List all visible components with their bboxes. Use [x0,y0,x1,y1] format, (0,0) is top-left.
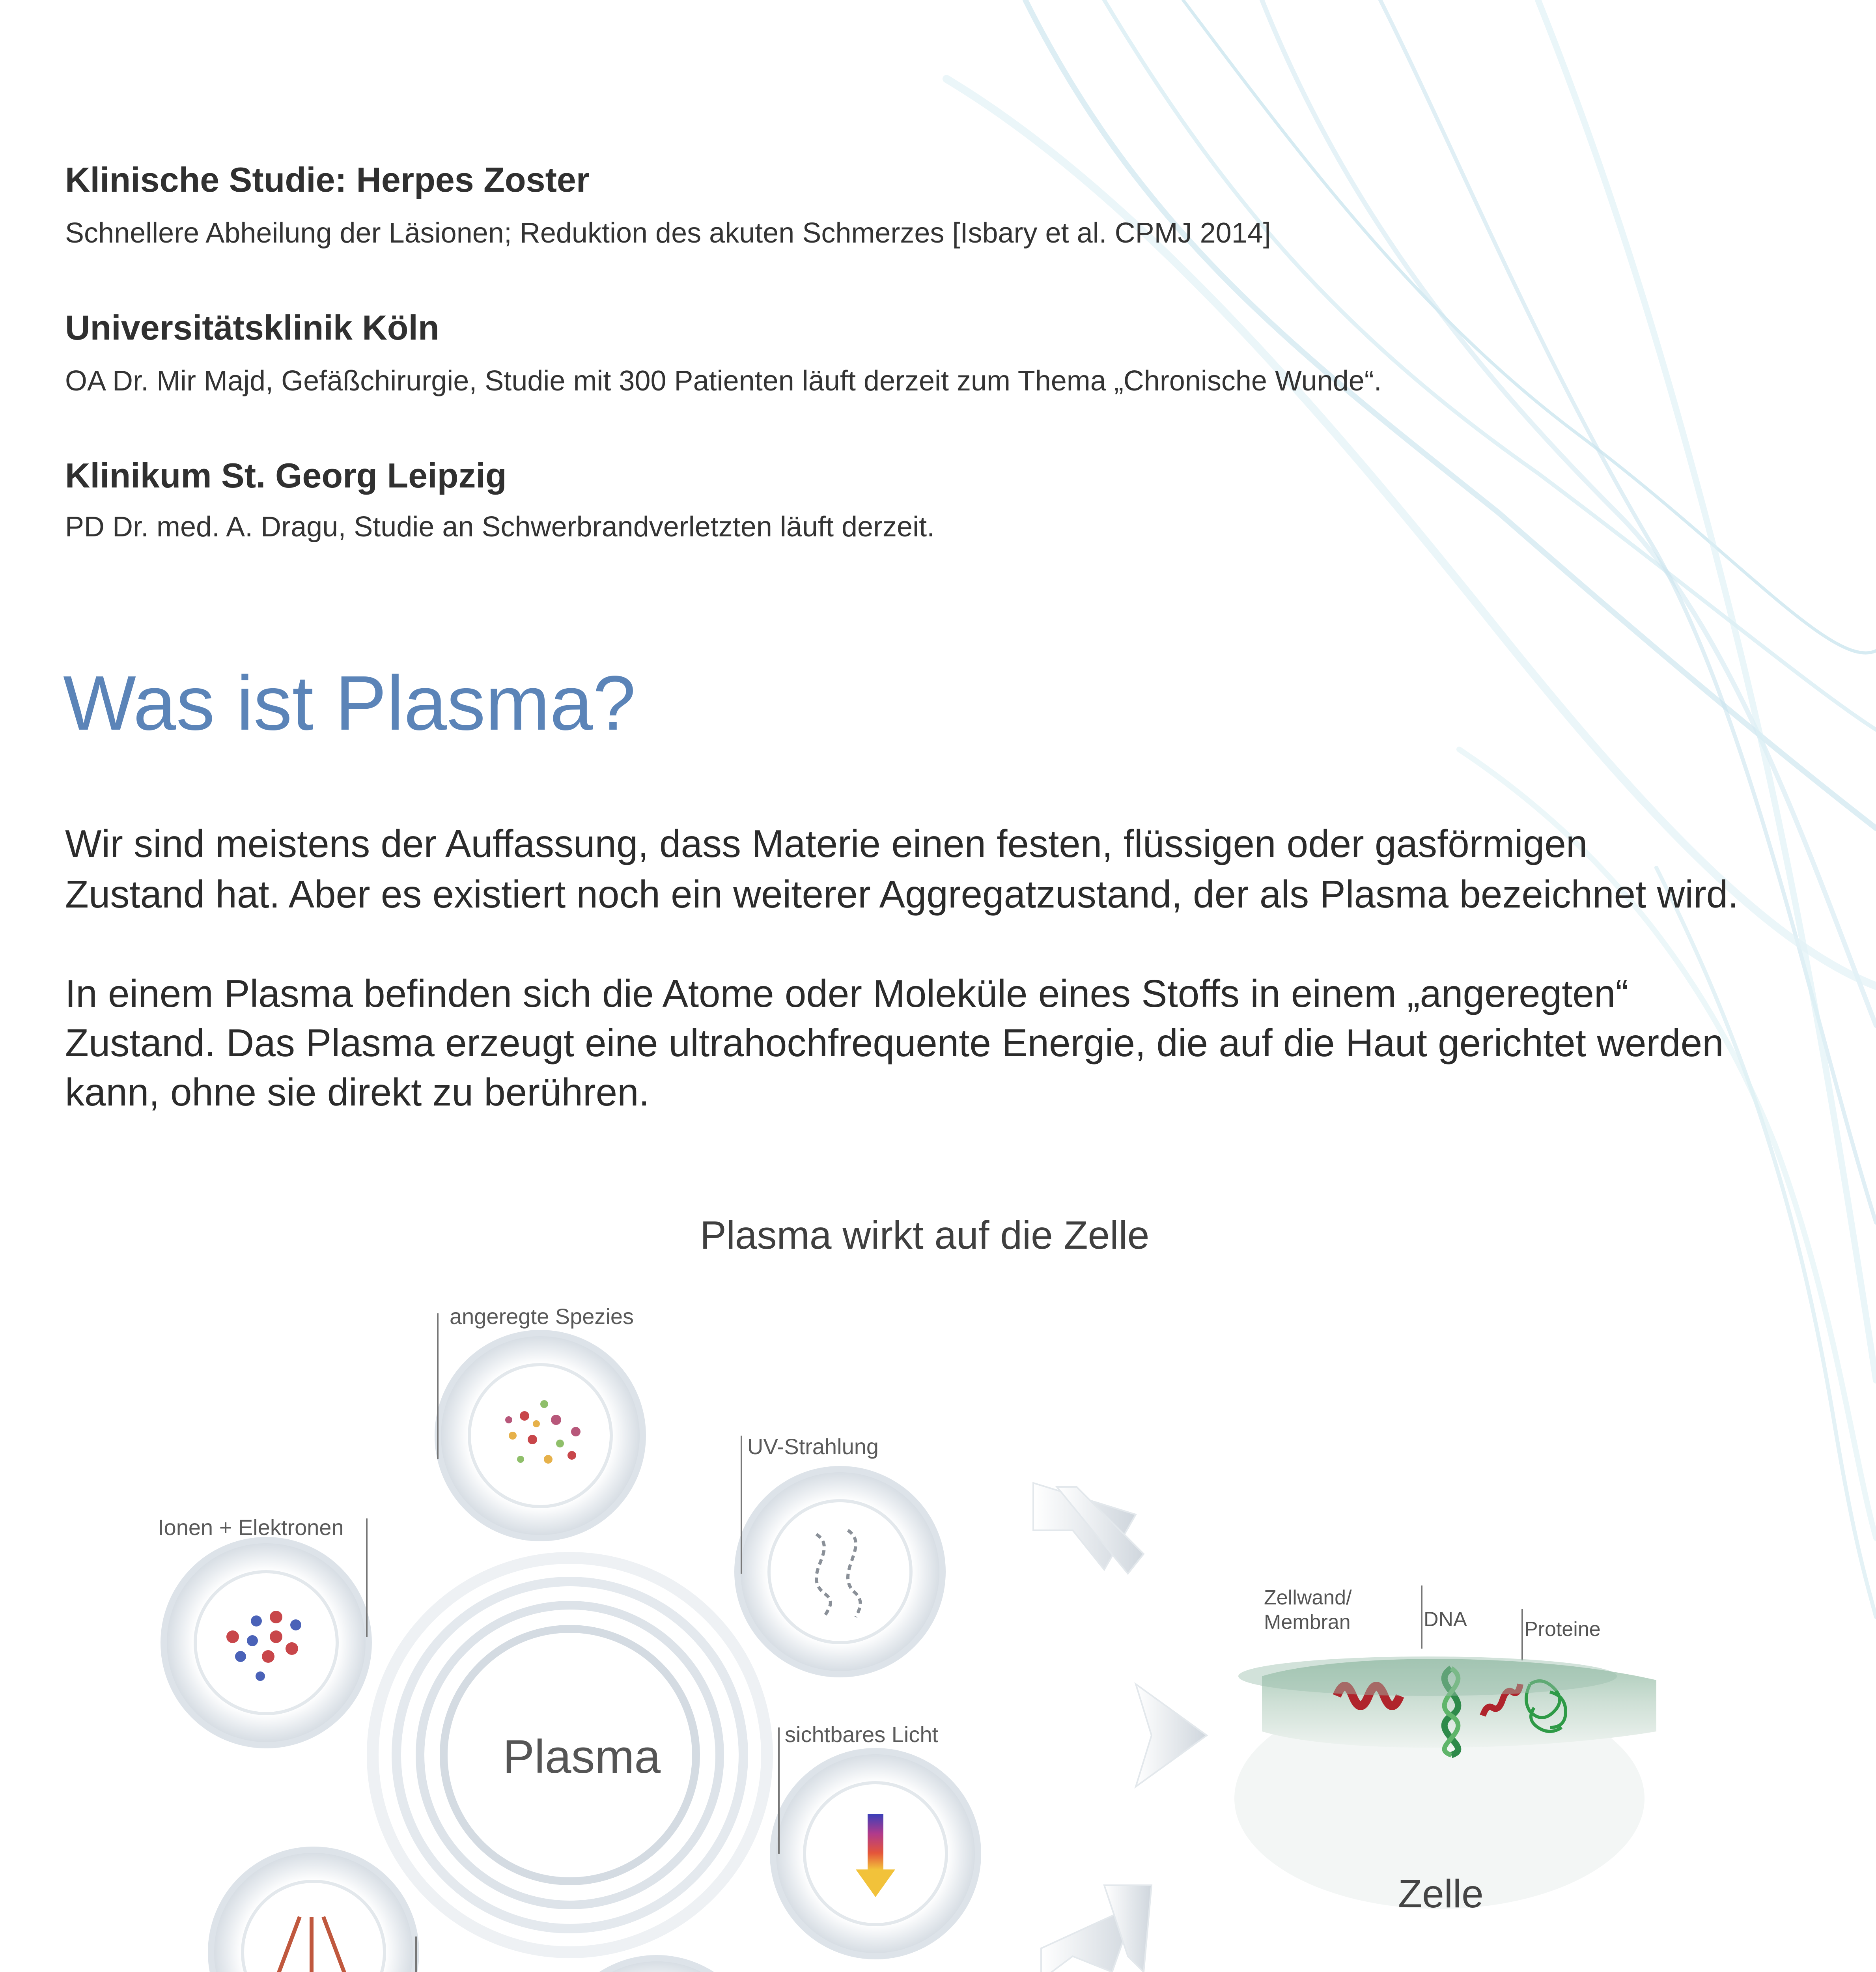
angeregte-spezies-circle [438,1333,643,1538]
study-text-herpes: Schnellere Abheilung der Läsionen; Reduktion des akuten Schmerzes [Isbary et al. CPMJ 2014] [65,217,1271,249]
label-proteine: Proteine [1524,1618,1601,1641]
label-uv-strahlung: UV-Strahlung [747,1434,879,1459]
label-ionen-elektronen: Ionen + Elektronen [158,1515,344,1540]
paragraph-1-line-2: Zustand hat. Aber es existiert noch ein weiterer Aggregatzustand, der als Plasma bezeichnet wird. [65,872,1739,916]
paragraph-1-line-1: Wir sind meistens der Auffassung, dass Materie einen festen, flüssigen oder gasförmigen [65,822,1588,865]
uv-strahlung-circle [737,1469,943,1674]
diagram-title: Plasma wirkt auf die Zelle [700,1213,1150,1257]
paragraph-2-line-3: kann, ohne sie direkt zu berühren. [65,1070,650,1114]
cell-illustration [1234,1656,1656,1909]
plasma-center-label: Plasma [503,1730,661,1783]
study-heading-herpes: Klinische Studie: Herpes Zoster [65,160,590,199]
study-text-koeln: OA Dr. Mir Majd, Gefäßchirurgie, Studie mit 300 Patienten läuft derzeit zum Thema „Chronische Wunde“. [65,365,1382,397]
label-zelle: Zelle [1398,1872,1484,1916]
section-title: Was ist Plasma? [63,660,636,746]
study-text-leipzig: PD Dr. med. A. Dragu, Studie an Schwerbrandverletzten läuft derzeit. [65,511,935,543]
direction-arrows [1033,1483,1207,1972]
label-zellwand-membran [1264,1585,1352,1634]
paragraph-2-line-1: In einem Plasma befinden sich die Atome oder Moleküle eines Stoffs in einem „angeregten“ [65,972,1629,1015]
em-felder-circle [554,1958,759,1972]
paragraph-2-line-2: Zustand. Das Plasma erzeugt eine ultrahochfrequente Energie, die auf die Haut gerichtet werden [65,1021,1724,1064]
waermestrahlung-circle [211,1850,416,1972]
label-zellwand-line-2: Membran [1264,1611,1351,1634]
label-dna: DNA [1424,1608,1467,1631]
label-sichtbares-licht: sichtbares Licht [785,1722,939,1747]
label-zellwand-line-1: Zellwand/ [1264,1586,1352,1609]
label-angeregte-spezies: angeregte Spezies [450,1304,634,1329]
study-heading-koeln: Universitätsklinik Köln [65,308,439,347]
study-heading-leipzig: Klinikum St. Georg Leipzig [65,456,507,495]
sichtbares-licht-circle [773,1751,978,1956]
ionen-elektronen-circle [164,1540,369,1745]
